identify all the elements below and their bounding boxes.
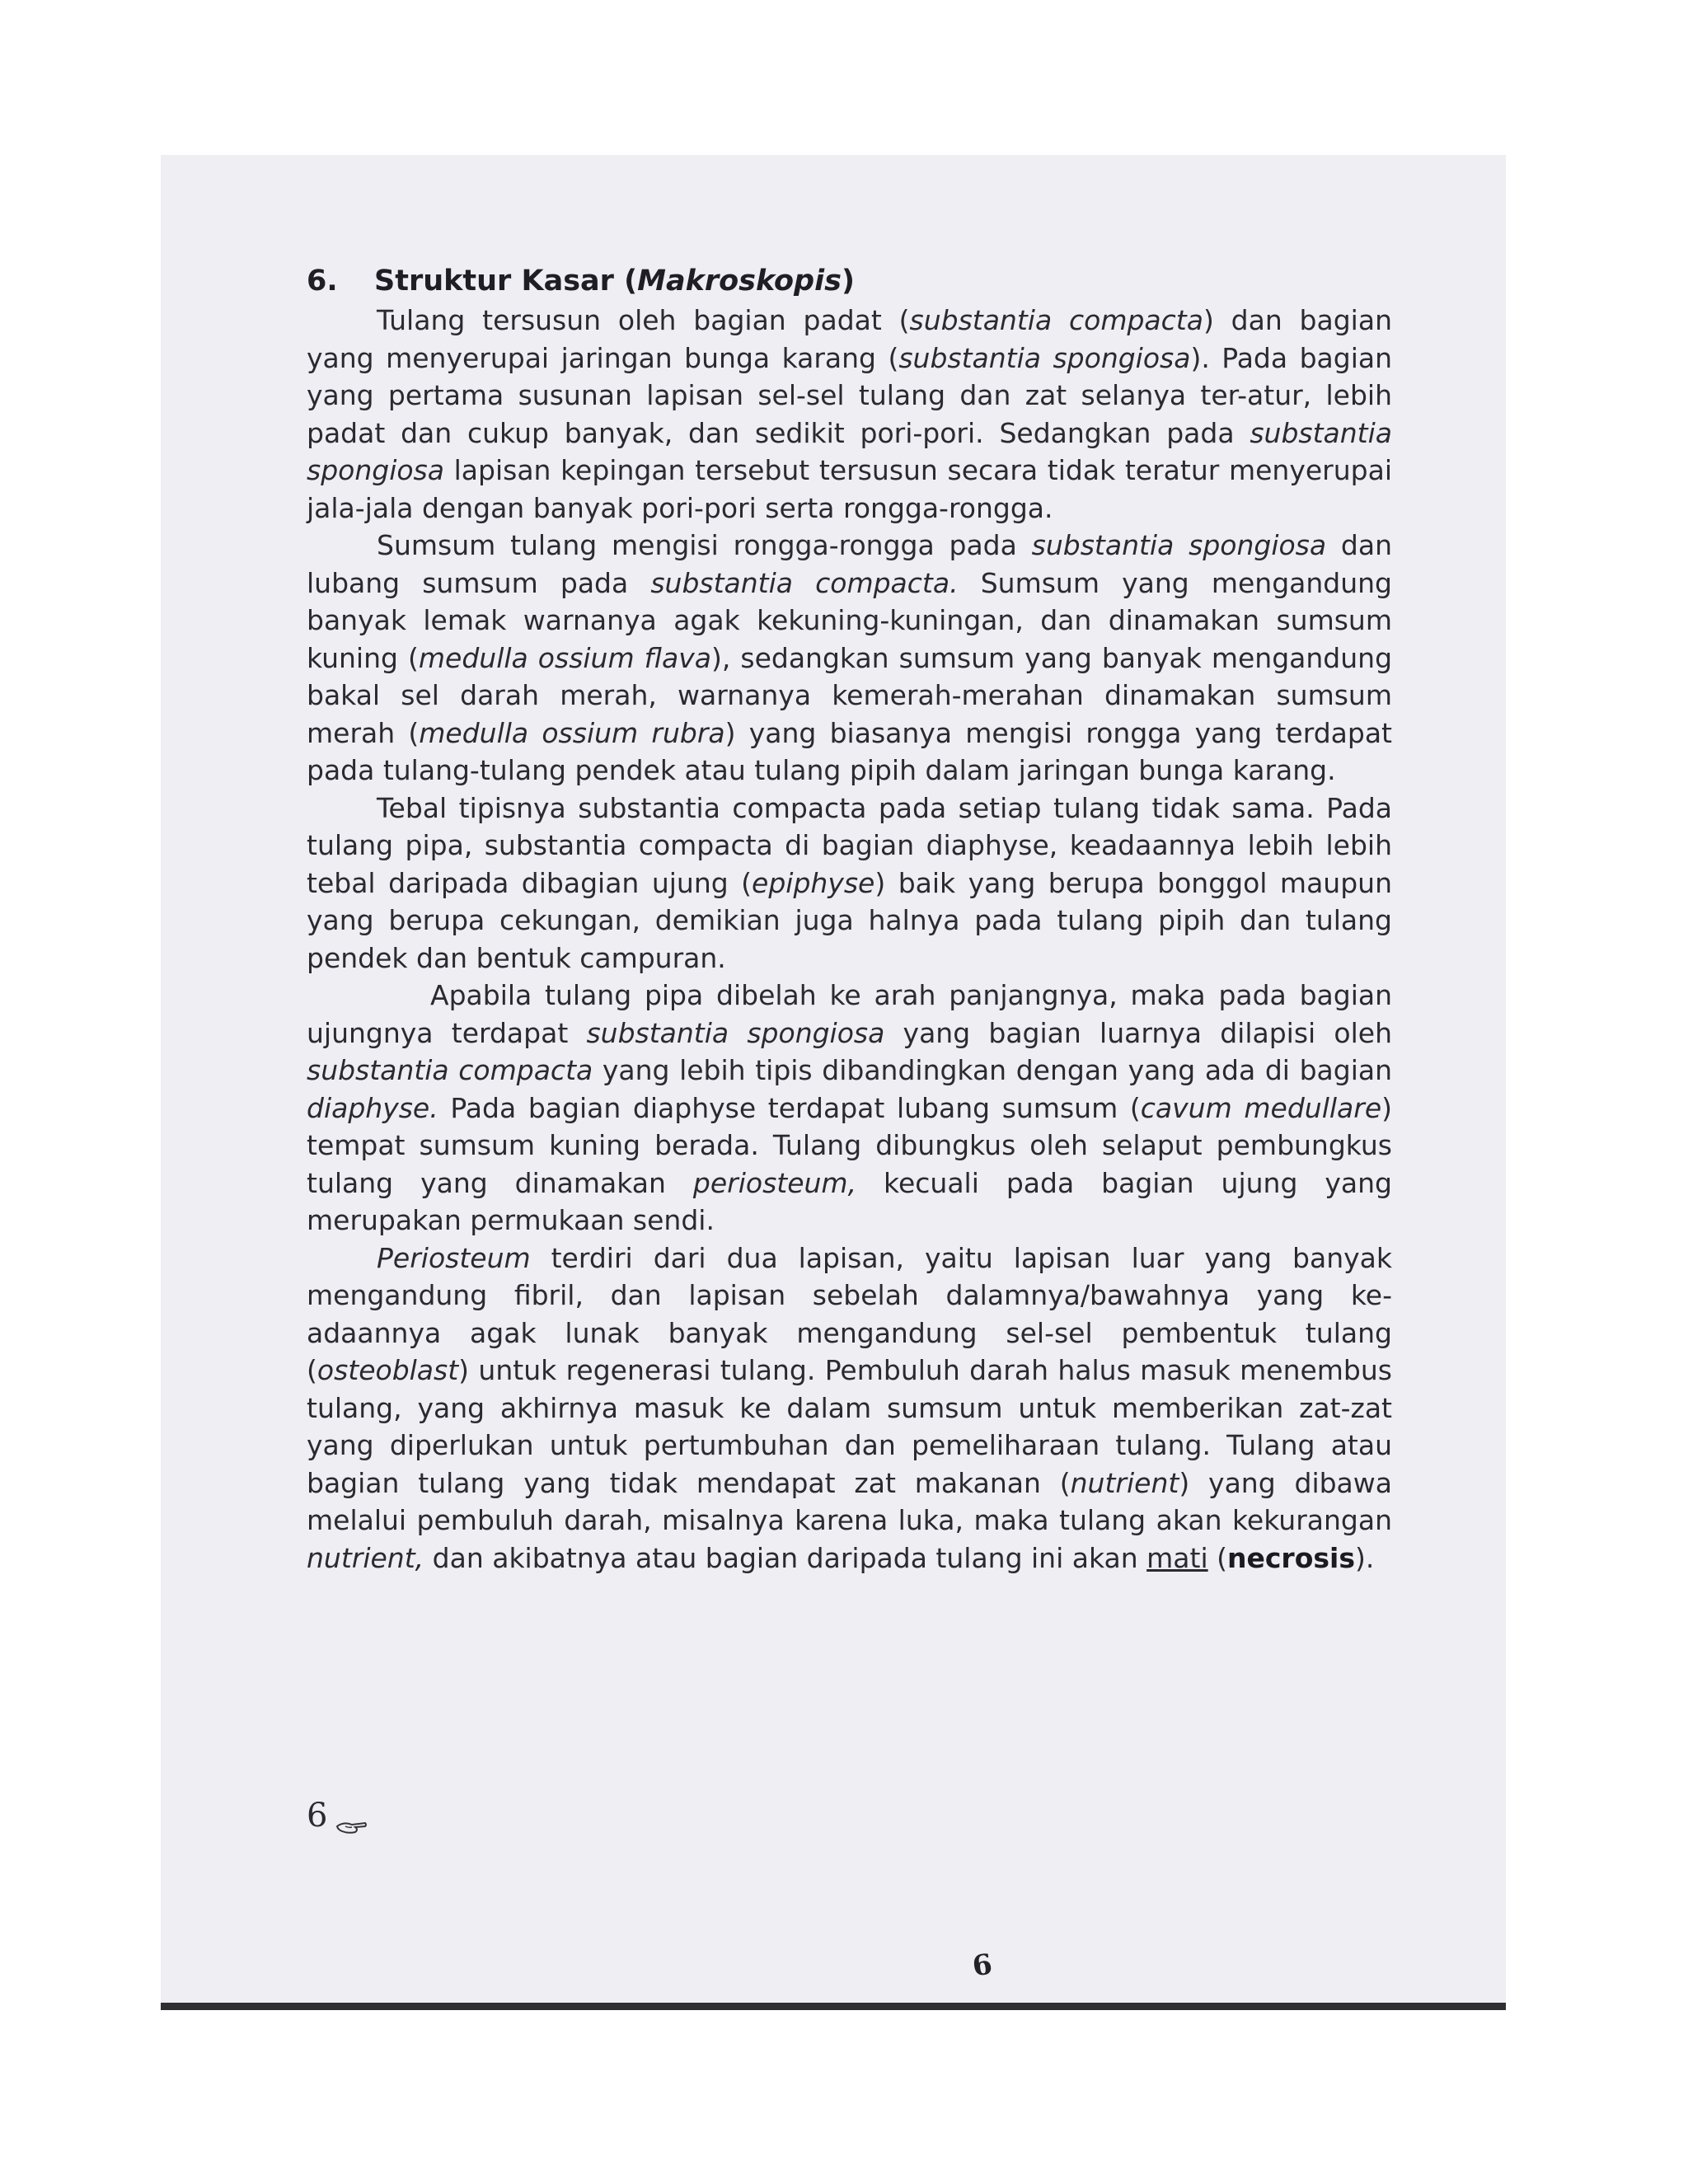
section-title-prefix: Struktur Kasar ( [374,265,638,298]
paragraph-text-run: yang lebih tipis dibandingkan dengan yang ada di bagian [593,1054,1392,1086]
paragraph-text-run: yang bagian luarnya dilapisi oleh [884,1016,1392,1049]
paragraph-text-run: substantia compacta. [650,566,959,599]
paragraph-text-run: dan akibatnya atau bagian daripada tulang ini akan [424,1541,1147,1574]
page-number: 6 [307,1797,328,1835]
pointing-hand-icon [335,1807,368,1825]
page-footer [307,1797,368,1835]
paragraph-text-run: ( [1207,1541,1227,1574]
paragraph-text-run: ) untuk regenerasi tulang. Pembuluh darah halus masuk menembus tulang, yang akhirnya masuk ke dalam sumsum untuk memberikan zat-zat yang diperlukan untuk pertumbuhan dan pemeliharaan tulang. Tulang atau bagian tulang yang tidak mendapat zat makanan ( [307,1354,1392,1499]
paragraph-text-run: kecuali pada bagian ujung yang merupakan permukaan sendi. [307,1166,1392,1236]
paragraph-text-run: lapisan kepingan tersebut tersusun secara tidak teratur menyerupai jala-jala dengan banyak pori-pori serta rongga-rongga. [307,454,1392,524]
paragraph-text-run: osteoblast [316,1354,459,1386]
paragraph-text-run: necrosis [1227,1541,1355,1574]
paragraph-1 [307,302,1392,527]
paragraph-text-run: Sumsum yang mengandung banyak lemak warnanya agak kekuning-kuningan, dan dinamakan sumsum kuning ( [307,566,1392,674]
paragraph-3 [307,790,1392,977]
paragraph-text-run: Tulang tersusun oleh bagian padat ( [377,304,910,336]
paragraph-text-run: medulla ossium flava [418,641,711,674]
paragraph-text-run: dan lubang sumsum pada [307,529,1392,599]
paragraph-text-run: ) tempat sumsum kuning berada. Tulang dibungkus oleh selaput pembungkus tulang yang dinamakan [307,1091,1393,1199]
section-heading [307,260,1392,302]
paragraph-text-run: Apabila tulang pipa dibelah ke arah panjangnya, maka pada bagian ujungnya terdapat [307,979,1392,1049]
paragraph-text-run: ). Pada bagian yang pertama susunan lapisan sel-sel tulang dan zat selanya ter-atur, lebih padat dan cukup banyak, dan sedikit pori-pori. Sedangkan pada [307,341,1392,449]
paragraph-text-run: diaphyse. [307,1091,438,1124]
paragraph-text-run: ) yang dibawa melalui pembuluh darah, misalnya karena luka, maka tulang akan kekurangan [307,1466,1392,1536]
paragraph-text-run: nutrient [1070,1466,1179,1499]
paragraph-text-run: substantia compacta [909,304,1203,336]
paragraph-text-run: ), sedangkan sumsum yang banyak mengandung bakal sel darah merah, warnanya kemerah-merahan dinamakan sumsum merah ( [307,641,1393,749]
paragraph-text-run: nutrient, [307,1541,424,1574]
paragraph-text-run: Sumsum tulang mengisi rongga-rongga pada [377,529,1032,561]
paragraph-text-run: substantia spongiosa [307,416,1392,486]
paragraph-text-run: ) yang biasanya mengisi rongga yang terdapat pada tulang-tulang pendek atau tulang pipih dalam jaringan bunga karang. [307,716,1392,786]
paragraph-text-run: Tebal tipisnya substantia compacta pada setiap tulang tidak sama. Pada tulang pipa, substantia compacta di bagian diaphyse, keadaannya lebih lebih tebal daripada dibagian ujung ( [307,791,1392,899]
paragraph-5 [307,1240,1392,1577]
section-title-italic: Makroskopis [637,265,842,298]
paragraph-text-run: substantia spongiosa [1031,529,1327,561]
paragraph-text-run: mati [1146,1541,1208,1574]
section-number: 6. [307,265,338,298]
paragraph-2 [307,527,1392,790]
paragraph-text-run: ) dan bagian yang menyerupai jaringan bunga karang ( [307,304,1392,374]
paragraph-text-run: terdiri dari dua lapisan, yaitu lapisan luar yang banyak mengandung fibril, dan lapisan sebelah dalamnya/bawahnya yang ke-adaannya agak lunak banyak mengandung sel-sel pembentuk tulang ( [307,1241,1392,1386]
paragraph-text-run: periosteum, [692,1166,857,1199]
paragraph-text-run: ). [1354,1541,1375,1574]
paragraph-text-run: ) baik yang berupa bonggol maupun yang berupa cekungan, demikian juga halnya pada tulang pipih dan tulang pendek dan bentuk campuran. [307,866,1392,974]
handwritten-page-number: 6 [970,1947,995,1984]
page-bottom-edge [161,2003,1506,2010]
paragraph-text-run: Periosteum [377,1241,531,1274]
paragraph-4 [307,977,1392,1240]
paragraph-text-run: substantia compacta [307,1054,593,1086]
paragraph-text-run: medulla ossium rubra [419,716,725,749]
paragraph-text-run: epiphyse [752,866,875,899]
paragraph-text-run: cavum medullare [1140,1091,1382,1124]
paragraph-text-run: substantia spongiosa [586,1016,885,1049]
paragraph-text-run: Pada bagian diaphyse terdapat lubang sumsum ( [438,1091,1141,1124]
paragraph-text-run: substantia spongiosa [898,341,1191,374]
page-content [307,260,1392,1577]
section-title-suffix: ) [841,265,855,298]
